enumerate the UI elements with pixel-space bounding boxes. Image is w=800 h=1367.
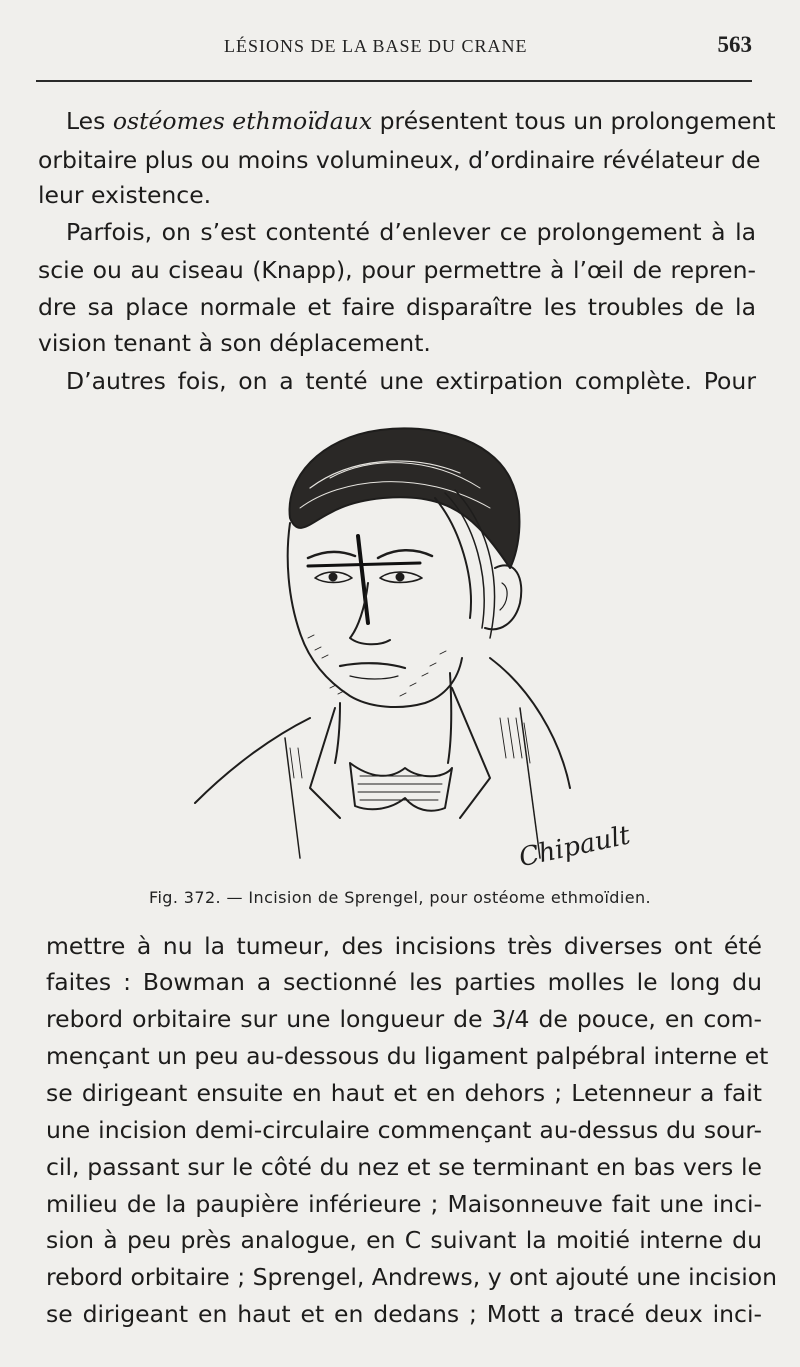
figure-caption: Fig. 372. — Incision de Sprengel, pour ostéome ethmoïdien. — [149, 888, 651, 907]
portrait-engraving — [190, 418, 630, 878]
page-number: 563 — [717, 32, 752, 57]
text-line: dre sa place normale et faire disparaître les troubles de la — [38, 293, 756, 321]
text-line: vision tenant à son déplacement. — [38, 329, 431, 357]
text-line: mettre à nu la tumeur, des incisions très diverses ont été — [46, 932, 762, 960]
running-head — [36, 30, 752, 70]
text-line: cil, passant sur le côté du nez et se terminant en bas vers le — [46, 1153, 762, 1181]
text-line: se dirigeant en haut et en dedans ; Mott a tracé deux inci- — [46, 1300, 762, 1328]
text-line: se dirigeant ensuite en haut et en dehors ; Letenneur a fait — [46, 1079, 762, 1107]
text-line: sion à peu près analogue, en C suivant la moitié interne du — [46, 1226, 762, 1254]
text-line: D’autres fois, on a tenté une extirpation complète. Pour — [66, 367, 756, 395]
italic-term: ostéomes ethmoïdaux — [112, 107, 373, 135]
running-title: LÉSIONS DE LA BASE DU CRANE — [224, 36, 528, 56]
text-line: mençant un peu au-dessous du ligament palpébral interne et — [46, 1042, 769, 1070]
text-line: rebord orbitaire ; Sprengel, Andrews, y ont ajouté une incision — [46, 1263, 778, 1291]
figure-illustration — [190, 418, 630, 878]
text-line: leur existence. — [38, 181, 212, 209]
text-line: scie ou au ciseau (Knapp), pour permettre à l’œil de repren- — [38, 256, 756, 284]
signature: Chipault — [516, 820, 630, 874]
text-line: milieu de la paupière inférieure ; Maisonneuve fait une inci- — [46, 1190, 762, 1218]
text-line: Les ostéomes ethmoïdaux présentent tous un prolongement — [66, 107, 776, 135]
header-rule — [36, 80, 752, 82]
text-line: une incision demi-circulaire commençant au-dessus du sour- — [46, 1116, 762, 1144]
text-line: Parfois, on s’est contenté d’enlever ce prolongement à la — [66, 218, 756, 246]
text-line: faites : Bowman a sectionné les parties molles le long du — [46, 968, 762, 996]
text-line: orbitaire plus ou moins volumineux, d’ordinaire révélateur de — [38, 146, 761, 174]
text-line: rebord orbitaire sur une longueur de 3/4 de pouce, en com- — [46, 1005, 762, 1033]
